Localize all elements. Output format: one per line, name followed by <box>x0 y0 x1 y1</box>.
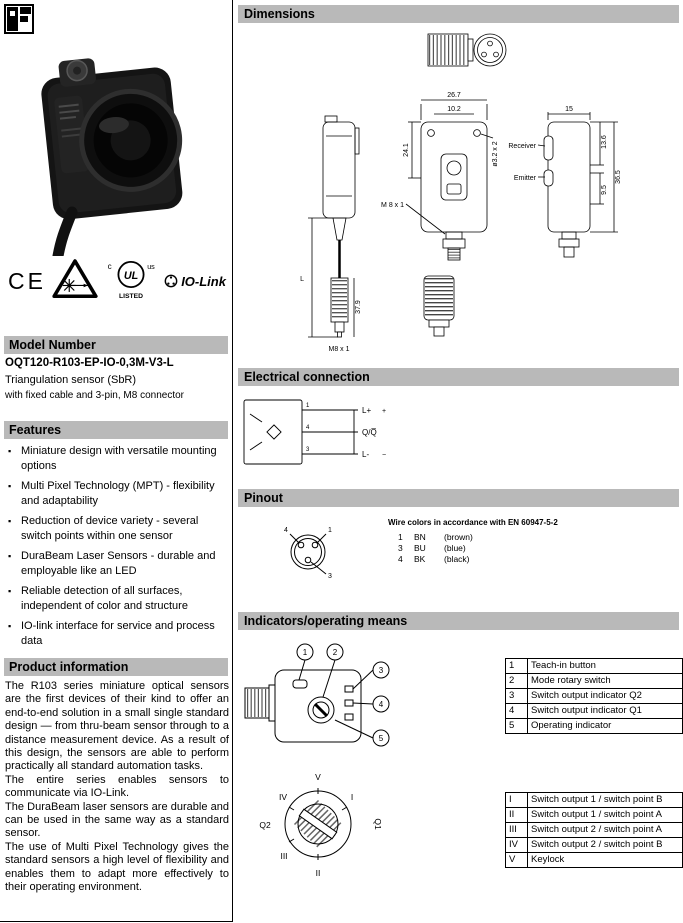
bullet-icon: ▪ <box>8 586 12 596</box>
elec-pin-4: 4 <box>306 425 310 431</box>
paragraph: The use of Multi Pixel Technology gives the standard sensors a high level of flexibility and enables them to adapt more effectively to their operating environment. <box>5 840 229 894</box>
dim-depth: 15 <box>565 106 573 113</box>
emitter-label: Emitter <box>513 175 536 182</box>
table-row: 1 Teach-in button <box>506 659 683 674</box>
ce-mark: CE <box>8 267 46 294</box>
dial-label-ii: II <box>315 868 321 878</box>
dim-full: 36.5 <box>615 170 622 184</box>
dim-lens: 9.5 <box>601 185 608 195</box>
paragraph: The entire series enables sensors to communicate via IO-Link. <box>5 773 229 800</box>
dim-cable-length: L <box>300 276 304 283</box>
wire-row: 4 BK (black) <box>398 554 470 564</box>
electrical-connection-header: Electrical connection <box>238 368 679 386</box>
dim-thread-front: M 8 x 1 <box>381 202 404 209</box>
model-number-header: Model Number <box>4 336 228 354</box>
left-column <box>0 0 233 922</box>
dim-thread-cable: M8 x 1 <box>328 346 350 353</box>
table-row: 4 Switch output indicator Q1 <box>506 704 683 719</box>
wire-colors-list <box>398 532 473 565</box>
dim-connector-length: 37.9 <box>355 300 362 314</box>
indicator-table <box>505 658 683 734</box>
product-information-text <box>5 680 229 895</box>
wire-colors-note: Wire colors in accordance with EN 60947-5-2 <box>388 518 558 527</box>
model-type: Triangulation sensor (SbR) <box>5 374 137 386</box>
ul-listed-mark <box>104 257 158 306</box>
dim-top: 13.6 <box>601 135 608 149</box>
table-row: II Switch output 1 / switch point A <box>506 808 683 823</box>
indicators-device-drawing <box>243 640 423 770</box>
model-description: with fixed cable and 3-pin, M8 connector <box>5 390 184 401</box>
pinout-header: Pinout <box>238 489 679 507</box>
feature-item: ▪ IO-link interface for service and process data <box>8 620 215 647</box>
svg-text:LISTED: LISTED <box>119 292 144 300</box>
feature-item: ▪ Multi Pixel Technology (MPT) - flexibility and adaptability <box>8 480 215 507</box>
feature-item: ▪ Reliable detection of all surfaces, independent of color and structure <box>8 585 188 612</box>
dim-hole: ø3.2 x 2 <box>492 141 499 167</box>
dim-height: 24.1 <box>403 143 410 157</box>
feature-item: ▪ Reduction of device variety - several switch points within one sensor <box>8 515 199 542</box>
dial-label-iii: III <box>280 851 288 861</box>
features-header: Features <box>4 421 228 439</box>
certifications-row <box>4 256 230 306</box>
brand-logo-icon <box>4 4 34 34</box>
elec-label-q: Q/Q̅ <box>362 428 377 437</box>
pinout-pin-3-label: 3 <box>328 573 332 580</box>
svg-text:us: us <box>147 261 155 271</box>
elec-pin-3: 3 <box>306 447 310 453</box>
pinout-connector-diagram <box>276 516 340 584</box>
table-row: V Keylock <box>506 853 683 868</box>
wire-row: 1 BN (brown) <box>398 532 473 542</box>
dial-label-iv: IV <box>278 792 288 802</box>
dial-label-i: I <box>350 792 354 802</box>
elec-label-lminus: L- <box>362 450 370 459</box>
receiver-label: Receiver <box>508 143 536 150</box>
svg-text:UL: UL <box>123 269 139 282</box>
table-row: 3 Switch output indicator Q2 <box>506 689 683 704</box>
product-information-header: Product information <box>4 658 228 676</box>
electrical-connection-diagram <box>238 390 683 482</box>
bullet-icon: ▪ <box>8 551 12 561</box>
rotary-switch-drawing <box>253 766 393 884</box>
laser-warning-icon <box>52 258 98 305</box>
pinout-pin-1-label: 1 <box>328 527 332 534</box>
product-photo <box>20 34 212 256</box>
right-column <box>238 0 683 923</box>
switch-point-table <box>505 792 683 868</box>
features-list <box>8 444 229 654</box>
indicators-section <box>238 634 683 919</box>
table-row: 5 Operating indicator <box>506 719 683 734</box>
dim-width-inner: 10.2 <box>447 106 461 113</box>
io-link-logo <box>164 274 226 289</box>
pinout-pin-4-label: 4 <box>284 527 288 534</box>
bullet-icon: ▪ <box>8 446 12 456</box>
dimensions-drawing <box>238 26 683 362</box>
pinout-section <box>238 508 683 604</box>
elec-pin-1: 1 <box>306 403 310 409</box>
table-row: III Switch output 2 / switch point A <box>506 823 683 838</box>
bullet-icon: ▪ <box>8 621 12 631</box>
paragraph: The DuraBeam laser sensors are durable and can be used in the same way as a standard sensor. <box>5 800 229 840</box>
callout-3: 3 <box>378 666 384 675</box>
bullet-icon: ▪ <box>8 516 12 526</box>
feature-item: ▪ Miniature design with versatile mounting options <box>8 445 217 472</box>
wire-row: 3 BU (blue) <box>398 543 466 553</box>
dial-label-q2: Q2 <box>259 820 271 830</box>
feature-item: ▪ DuraBeam Laser Sensors - durable and employable like an LED <box>8 550 216 577</box>
model-number: OQT120-R103-EP-IO-0,3M-V3-L <box>5 357 174 369</box>
elec-plus-sign: + <box>382 408 387 415</box>
callout-2: 2 <box>332 648 338 657</box>
elec-minus-sign: − <box>382 452 387 459</box>
table-row: 2 Mode rotary switch <box>506 674 683 689</box>
paragraph: The R103 series miniature optical sensors are the first devices of their kind to offer an end-to-end solution in a small single standard design — from thru-beam sensor through to a distance measurement device. As a result of this design, the sensors are able to perform practically all standard automation tasks. <box>5 680 229 773</box>
dial-label-q1: Q1 <box>373 818 383 830</box>
callout-1: 1 <box>302 648 308 657</box>
callout-5: 5 <box>378 734 384 743</box>
table-row: I Switch output 1 / switch point B <box>506 793 683 808</box>
elec-label-lplus: L+ <box>362 406 372 415</box>
indicators-header: Indicators/operating means <box>238 612 679 630</box>
dimensions-header: Dimensions <box>238 5 679 23</box>
callout-4: 4 <box>378 700 384 709</box>
io-link-label: IO-Link <box>181 273 226 289</box>
dial-label-v: V <box>315 772 321 782</box>
svg-text:c: c <box>107 261 112 271</box>
dim-width: 26.7 <box>447 92 461 99</box>
table-row: IV Switch output 2 / switch point B <box>506 838 683 853</box>
bullet-icon: ▪ <box>8 481 12 491</box>
